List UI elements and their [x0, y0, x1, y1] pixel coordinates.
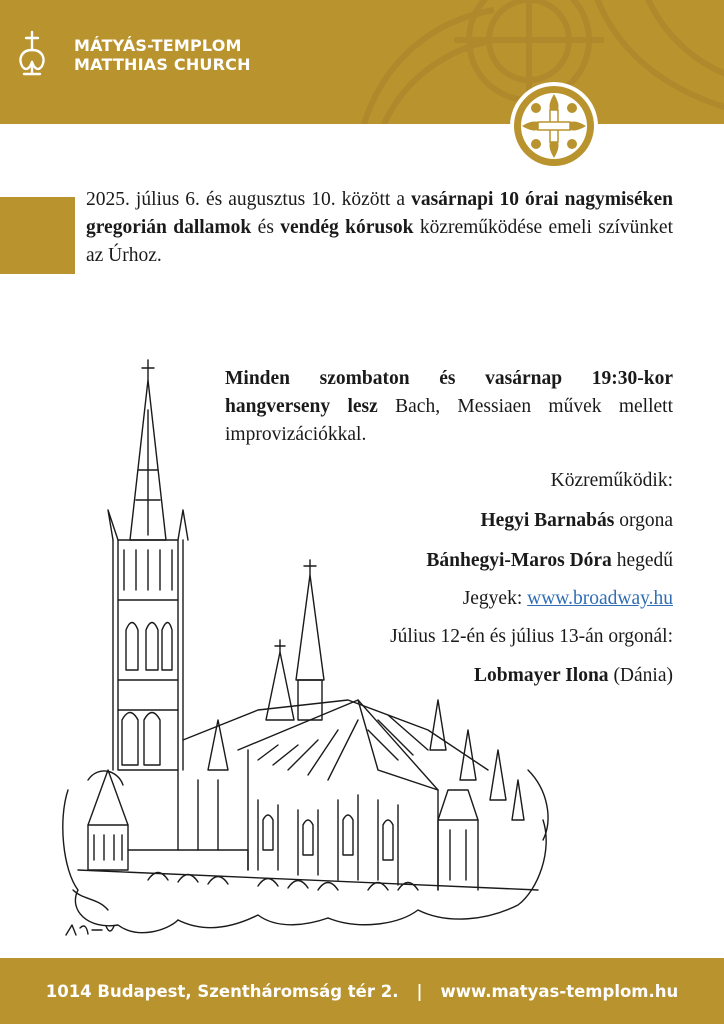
tickets-label: Jegyek:	[462, 588, 528, 609]
intro-text-2: és	[251, 217, 281, 238]
church-cross-logo-icon	[12, 28, 52, 78]
footer-bar	[0, 958, 724, 1024]
header-banner	[0, 0, 724, 124]
performer-2	[426, 547, 673, 575]
footer-address: 1014 Budapest, Szentháromság tér 2.	[45, 981, 399, 1001]
cross-rosette-icon	[508, 80, 600, 172]
intro-bold-2: vendég kórusok	[280, 217, 414, 238]
guest-organist	[474, 662, 673, 690]
performer-2-name: Bánhegyi-Maros Dóra	[426, 550, 612, 571]
church-name-hungarian: MÁTYÁS-TEMPLOM	[74, 36, 242, 55]
performer-2-role: hegedű	[611, 550, 673, 571]
guest-name: Lobmayer Ilona	[474, 665, 609, 686]
footer-website[interactable]: www.matyas-templom.hu	[440, 981, 679, 1001]
church-name-english: MATTHIAS CHURCH	[74, 55, 251, 74]
intro-text-1: 2025. július 6. és augusztus 10. között a	[86, 189, 412, 210]
performer-1-name: Hegyi Barnabás	[480, 510, 615, 531]
contributors-label: Közreműködik:	[550, 470, 673, 491]
intro-text-3: közreműködése emeli szívünket az Úrhoz.	[86, 217, 673, 266]
accent-square	[0, 197, 75, 274]
concert-paragraph	[225, 365, 673, 449]
footer-separator: |	[416, 981, 423, 1001]
organ-note: Július 12-én és július 13-án orgonál:	[390, 626, 673, 647]
concert-text: Bach, Messiaen művek mellett improvizációkkal.	[225, 396, 674, 445]
performer-1	[481, 507, 673, 535]
guest-country: (Dánia)	[608, 665, 673, 686]
intro-bold-1: vasárnapi 10 órai nagymiséken gregorián dallamok	[86, 189, 673, 238]
intro-paragraph	[86, 186, 673, 270]
tickets-link[interactable]: www.broadway.hu	[527, 588, 673, 609]
tickets-line	[463, 585, 673, 613]
concert-bold: Minden szombaton és vasárnap 19:30-kor hangverseny lesz	[225, 368, 673, 417]
church-name	[74, 36, 251, 74]
performer-1-role: orgona	[614, 510, 673, 531]
